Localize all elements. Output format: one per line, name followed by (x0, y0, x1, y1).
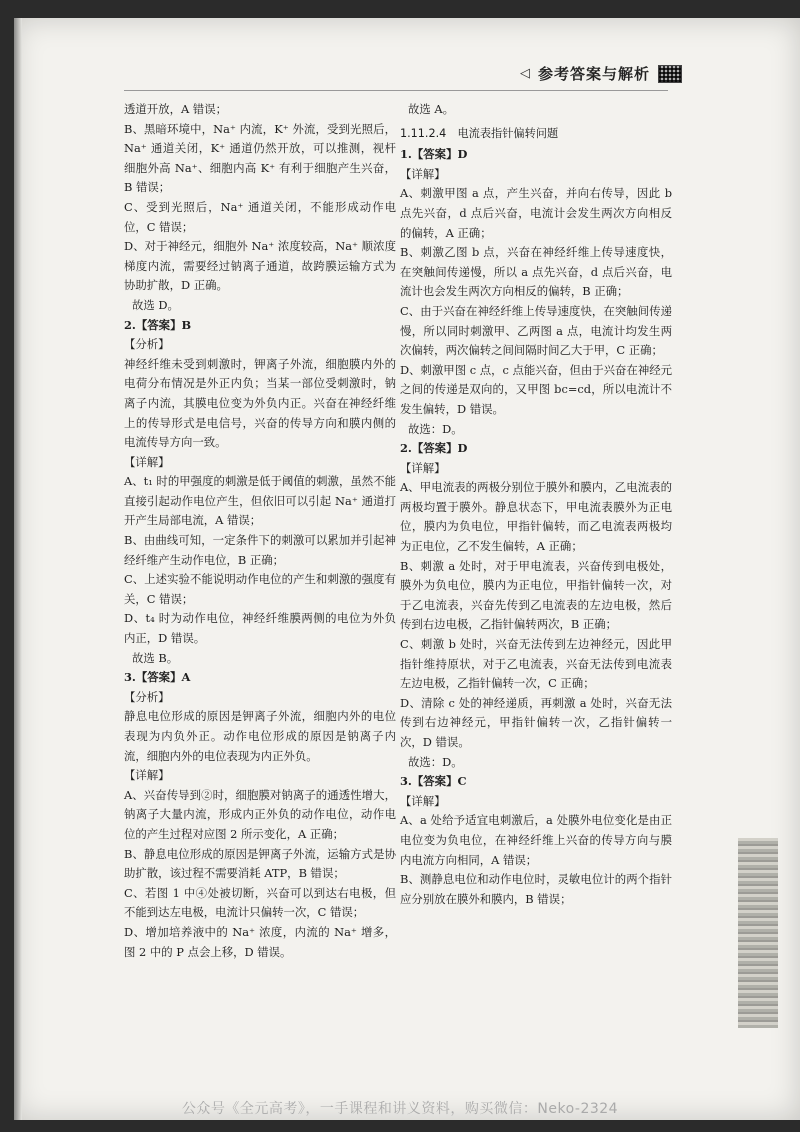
paragraph: 神经纤维未受到刺激时，钾离子外流，细胞膜内外的电荷分布情况是外正内负；当某一部位受刺激时，钠离子内流，其膜电位变为外负内正。兴奋在神经纤维上的传导形式是电信号，兴奋的传导方向和膜内侧的电流传导方向一致。 (124, 356, 396, 450)
paragraph: C、刺激 b 处时，兴奋无法传到左边神经元，因此甲指针维持原状，对于乙电流表，兴奋无法传到电流表左边电极，乙指针偏转一次，C 正确； (400, 637, 672, 691)
paragraph: D、刺激甲图 c 点，c 点能兴奋，但由于兴奋在神经元之间的传递是双向的，又甲图 bc=cd，所以电流计不发生偏转，D 错误。 (400, 362, 672, 416)
paragraph: D、增加培养液中的 Na⁺ 浓度，内流的 Na⁺ 增多，图 2 中的 P 点会上移，D 错误。 (124, 924, 396, 959)
paragraph: 静息电位形成的原因是钾离子外流，细胞内外的电位表现为内负外正。动作电位形成的原因是钠离子内流，细胞内外的电位表现为内正外负。 (124, 709, 396, 763)
scan-edge-strip (738, 838, 778, 1028)
conclusion: 故选 A。 (408, 102, 455, 116)
detail-tag: 【详解】 (124, 454, 170, 469)
answer-heading: 1.【答案】D (400, 147, 468, 162)
detail-tag: 【详解】 (124, 768, 170, 783)
answer-heading: 2.【答案】D (400, 441, 468, 456)
paragraph: C、受到光照后，Na⁺ 通道关闭，不能形成动作电位，C 错误； (124, 199, 396, 234)
paragraph: C、若图 1 中④处被切断，兴奋可以到达右电极，但不能到达左电极，电流计只偏转一次，C 错误； (124, 885, 396, 920)
detail-tag: 【详解】 (400, 793, 446, 808)
detail-tag: 【详解】 (400, 460, 446, 475)
paragraph: A、刺激甲图 a 点，产生兴奋，并向右传导，因此 b 点先兴奋，d 点后兴奋，电流计会发生两次方向相反的偏转，A 正确； (400, 186, 672, 240)
watermark-footer: 公众号《全元高考》，一手课程和讲义资料，购买微信：Neko-2324 (181, 1101, 619, 1117)
paragraph: A、t₁ 时的甲强度的刺激是低于阈值的刺激，虽然不能直接引起动作电位产生，但依旧可以引起 Na⁺ 通道打开产生局部电流，A 错误； (124, 474, 396, 528)
paragraph: B、测静息电位和动作电位时，灵敏电位计的两个指针应分别放在膜外和膜内，B 错误； (400, 872, 672, 906)
paragraph: B、静息电位形成的原因是钾离子外流，运输方式是协助扩散，该过程不需要消耗 ATP，B 错误； (124, 846, 396, 881)
page-edge-shadow (14, 18, 22, 1120)
section-heading: 1.11.2.4 电流表指针偏转问题 (400, 126, 559, 140)
paragraph: A、甲电流表的两极分别位于膜外和膜内，乙电流表的两极均置于膜外。静息状态下，甲电流表膜外为正电位，膜内为负电位，甲指针偏转，而乙电流表两极均为正电位，乙不发生偏转，A 正确； (400, 480, 672, 554)
answer-heading: 3.【答案】C (400, 774, 467, 789)
conclusion: 故选：D。 (408, 754, 463, 769)
page-title: 参考答案与解析 (538, 65, 651, 83)
answer-heading: 2.【答案】B (124, 317, 192, 332)
paragraph: A、兴奋传导到②时，细胞膜对钠离子的通透性增大，钠离子大量内流，形成内正外负的动作电位，动作电位的产生过程对应图 2 所示变化，A 正确； (124, 787, 396, 841)
paragraph: B、黑暗环境中，Na⁺ 内流，K⁺ 外流，受到光照后，Na⁺ 通道关闭，K⁺ 通道仍然开放，可以推测，视杆细胞外高 Na⁺、细胞内高 K⁺ 有利于细胞产生兴奋，B 错误； (124, 121, 396, 195)
conclusion: 故选：D。 (408, 421, 463, 436)
qr-code-icon (658, 65, 682, 83)
detail-tag: 【详解】 (400, 166, 446, 181)
paragraph: D、清除 c 处的神经递质，再刺激 a 处时，兴奋无法传到右边神经元，甲指针偏转一次，乙指针偏转一次，D 错误。 (400, 695, 672, 749)
analysis-tag: 【分析】 (124, 689, 170, 704)
document-page (14, 18, 800, 1120)
left-column (124, 100, 396, 962)
paragraph: B、由曲线可知，一定条件下的刺激可以累加并引起神经纤维产生动作电位，B 正确； (124, 533, 396, 567)
answer-heading: 3.【答案】A (124, 670, 191, 685)
paragraph: B、刺激 a 处时，对于甲电流表，兴奋传到电极处，膜外为负电位，膜内为正电位，甲指针偏转一次，对于乙电流表，兴奋先传到乙电流表的左边电极，然后传到右边电极，乙指针偏转两次，B 正确； (400, 558, 672, 632)
paragraph: C、上述实验不能说明动作电位的产生和刺激的强度有关，C 错误； (124, 572, 396, 606)
right-column (400, 100, 672, 909)
paragraph: D、t₄ 时为动作电位，神经纤维膜两侧的电位为外负内正，D 错误。 (124, 611, 396, 646)
paragraph: 透道开放，A 错误； (124, 102, 227, 116)
header-divider (124, 90, 668, 91)
page-header (520, 63, 682, 84)
paragraph: D、对于神经元，细胞外 Na⁺ 浓度较高，Na⁺ 顺浓度梯度内流，需要经过钠离子通道，故跨膜运输方式为协助扩散，D 正确。 (124, 239, 396, 293)
paragraph: A、a 处给予适宜电刺激后，a 处膜外电位变化是由正电位变为负电位，在神经纤维上兴奋的传导方向与膜内电流方向相同，A 错误； (400, 813, 672, 867)
conclusion: 故选 B。 (132, 650, 179, 665)
conclusion: 故选 D。 (132, 297, 179, 312)
back-arrow-icon: ◁ (520, 66, 530, 81)
analysis-tag: 【分析】 (124, 337, 170, 352)
paragraph: C、由于兴奋在神经纤维上传导速度快，在突触间传递慢，所以同时刺激甲、乙两图 a 点，电流计均发生两次偏转，两次偏转之间间隔时间乙大于甲，C 正确； (400, 303, 672, 358)
paragraph: B、刺激乙图 b 点，兴奋在神经纤维上传导速度快，在突触间传递慢，所以 a 点先兴奋，d 点后兴奋，电流计也会发生两次方向相反的偏转，B 正确； (400, 245, 672, 299)
